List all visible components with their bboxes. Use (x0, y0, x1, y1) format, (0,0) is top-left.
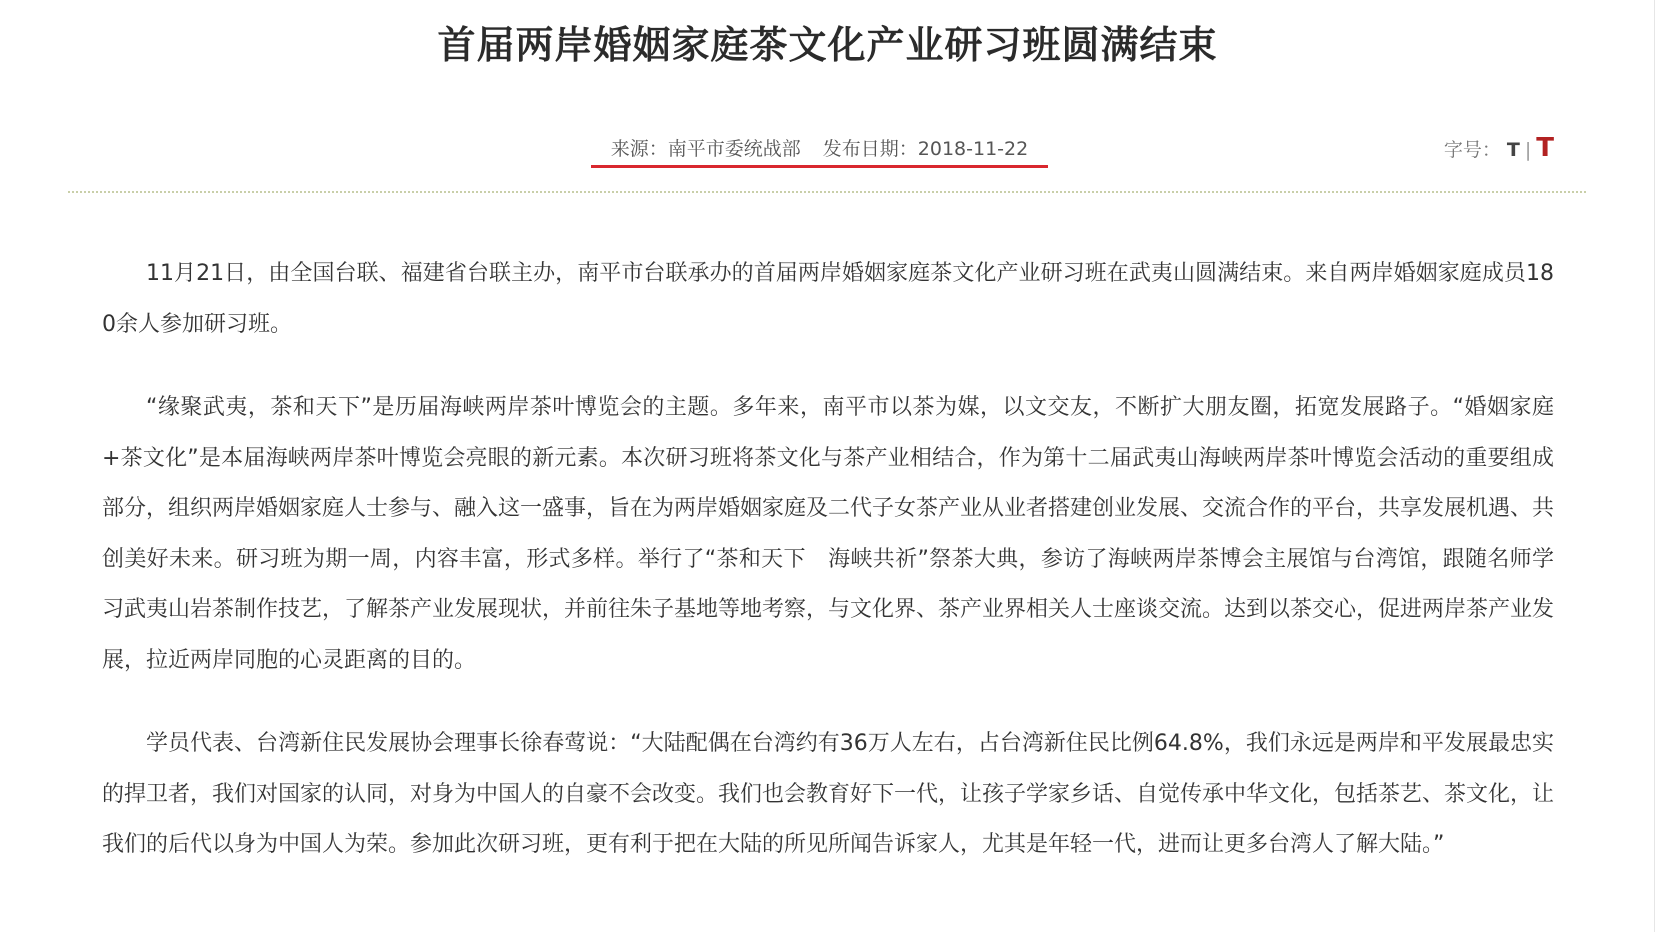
font-size-label: 字号： (1443, 139, 1501, 161)
article-meta (591, 136, 1048, 168)
article-source: 来源：南平市委统战部 (610, 138, 801, 160)
article-paragraph: 11月21日，由全国台联、福建省台联主办，南平市台联承办的首届两岸婚姻家庭茶文化产业研习班在武夷山圆满结束。来自两岸婚姻家庭成员180余人参加研习班。 (102, 261, 1554, 337)
article-body (102, 249, 1554, 904)
font-size-separator: | (1524, 139, 1532, 161)
article-date: 发布日期：2018-11-22 (822, 138, 1029, 160)
font-size-control (1444, 132, 1554, 166)
article-title: 首届两岸婚姻家庭茶文化产业研习班圆满结束 (437, 23, 1218, 67)
article-paragraph: 学员代表、台湾新住民发展协会理事长徐春莺说：“大陆配偶在台湾约有36万人左右，占台湾新住民比例64.8%，我们永远是两岸和平发展最忠实的捍卫者，我们对国家的认同，对身为中国人的自豪不会改变。我们也会教育好下一代，让孩子学家乡话、自觉传承中华文化，包括茶艺、茶文化，让我们的后代以身为中国人为荣。参加此次研习班，更有利于把在大陆的所见所闻告诉家人，尤其是年轻一代，进而让更多台湾人了解大陆。” (102, 731, 1555, 857)
dotted-divider (68, 191, 1586, 193)
font-large-button[interactable]: T (1536, 133, 1554, 163)
font-small-button[interactable]: T (1506, 139, 1520, 161)
article-paragraph: “缘聚武夷，茶和天下”是历届海峡两岸茶叶博览会的主题。多年来，南平市以茶为媒，以文交友，不断扩大朋友圈，拓宽发展路子。“婚姻家庭+茶文化”是本届海峡两岸茶叶博览会亮眼的新元素。本次研习班将茶文化与茶产业相结合，作为第十二届武夷山海峡两岸茶叶博览会活动的重要组成部分，组织两岸婚姻家庭人士参与、融入这一盛事，旨在为两岸婚姻家庭及二代子女茶产业从业者搭建创业发展、交流合作的平台，共享发展机遇、共创美好未来。研习班为期一周，内容丰富，形式多样。举行了“茶和天下 海峡共祈”祭茶大典，参访了海峡两岸茶博会主展馆与台湾馆，跟随名师学习武夷山岩茶制作技艺，了解茶产业发展现状，并前往朱子基地等地考察，与文化界、茶产业界相关人士座谈交流。达到以茶交心，促进两岸茶产业发展，拉近两岸同胞的心灵距离的目的。 (102, 395, 1555, 673)
